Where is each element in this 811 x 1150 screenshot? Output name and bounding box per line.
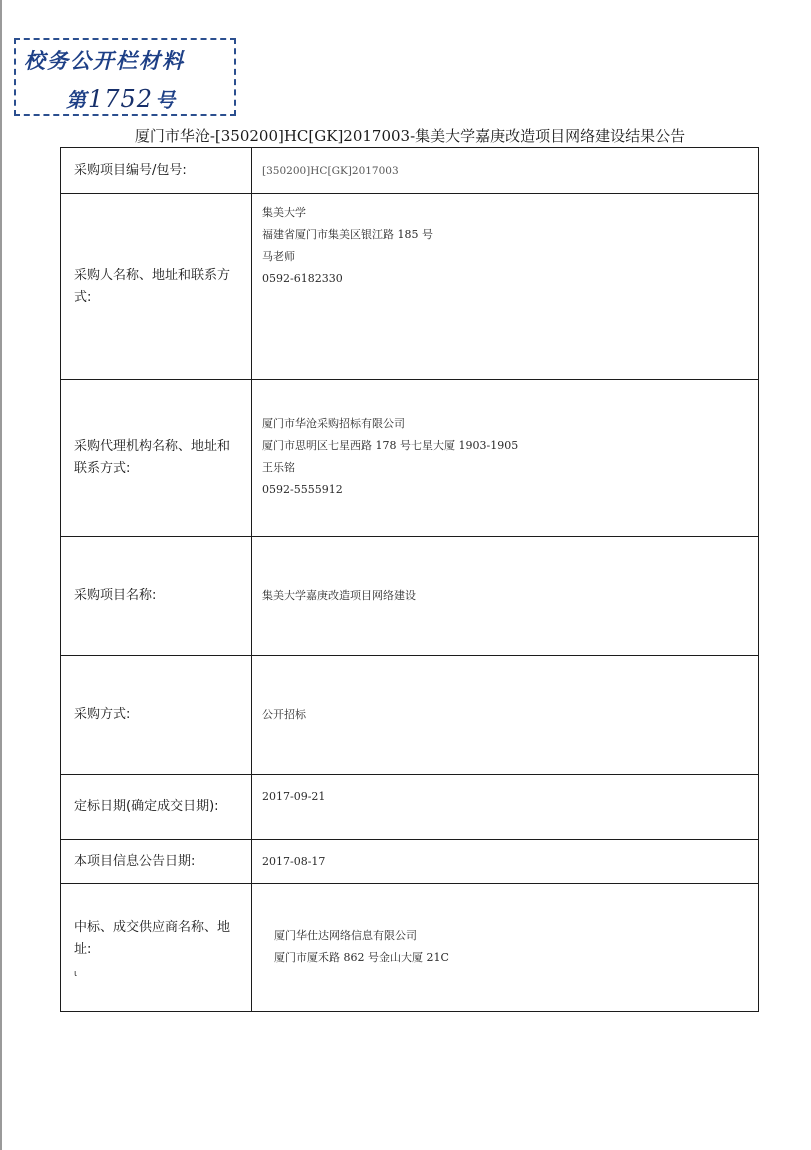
supplier-name: 厦门华仕达网络信息有限公司 — [274, 929, 417, 942]
agency-address: 厦门市思明区七星西路 178 号七星大厦 1903-1905 — [262, 439, 519, 452]
stamp-title: 校务公开栏材料 — [24, 49, 185, 73]
agency-name: 厦门市华沧采购招标有限公司 — [262, 417, 405, 430]
project-name-value: 集美大学嘉庚改造项目网络建设 — [252, 537, 759, 656]
purchaser-address: 福建省厦门市集美区银江路 185 号 — [262, 228, 433, 241]
award-date-label: 定标日期(确定成交日期): — [61, 775, 252, 840]
table-row-project-name — [61, 537, 759, 656]
table-row-notice-date — [61, 840, 759, 884]
agency-phone: 0592-5555912 — [262, 483, 343, 496]
archive-stamp — [14, 38, 236, 116]
purchaser-name: 集美大学 — [262, 206, 306, 219]
stamp-prefix: 第 — [66, 88, 86, 112]
table-row-award-date — [61, 775, 759, 840]
purchaser-phone: 0592-6182330 — [262, 272, 343, 285]
method-label: 采购方式: — [61, 656, 252, 775]
stamp-number-line — [66, 84, 175, 113]
table-row-agency — [61, 380, 759, 537]
supplier-address: 厦门市厦禾路 862 号金山大厦 21C — [274, 951, 449, 964]
purchaser-contact: 马老师 — [262, 250, 295, 263]
purchaser-value — [252, 194, 759, 380]
document-title: 厦门市华沧-[350200]HC[GK]2017003-集美大学嘉庚改造项目网络建设结果公告 — [134, 127, 686, 145]
table-row-supplier — [61, 884, 759, 1012]
table-row-project-code — [61, 148, 759, 194]
notice-date-value: 2017-08-17 — [252, 840, 759, 884]
agency-value — [252, 380, 759, 537]
supplier-label: 中标、成交供应商名称、地址: — [74, 919, 231, 957]
table-row-method — [61, 656, 759, 775]
table-row-purchaser — [61, 194, 759, 380]
agency-contact: 王乐铭 — [262, 461, 295, 474]
project-name-label: 采购项目名称: — [61, 537, 252, 656]
agency-label: 采购代理机构名称、地址和联系方式: — [61, 380, 252, 537]
announcement-table — [60, 147, 759, 1012]
purchaser-label: 采购人名称、地址和联系方式: — [61, 194, 252, 380]
stamp-suffix: 号 — [155, 88, 176, 112]
notice-date-label: 本项目信息公告日期: — [61, 840, 252, 884]
supplier-value — [252, 884, 759, 1012]
project-code-value: [350200]HC[GK]2017003 — [252, 148, 759, 194]
project-code-label: 采购项目编号/包号: — [61, 148, 252, 194]
award-date-value: 2017-09-21 — [252, 775, 759, 840]
supplier-mark: ι — [74, 968, 78, 979]
supplier-label-cell — [61, 884, 252, 1012]
method-value: 公开招标 — [252, 656, 759, 775]
stamp-number: 1752 — [88, 85, 154, 113]
